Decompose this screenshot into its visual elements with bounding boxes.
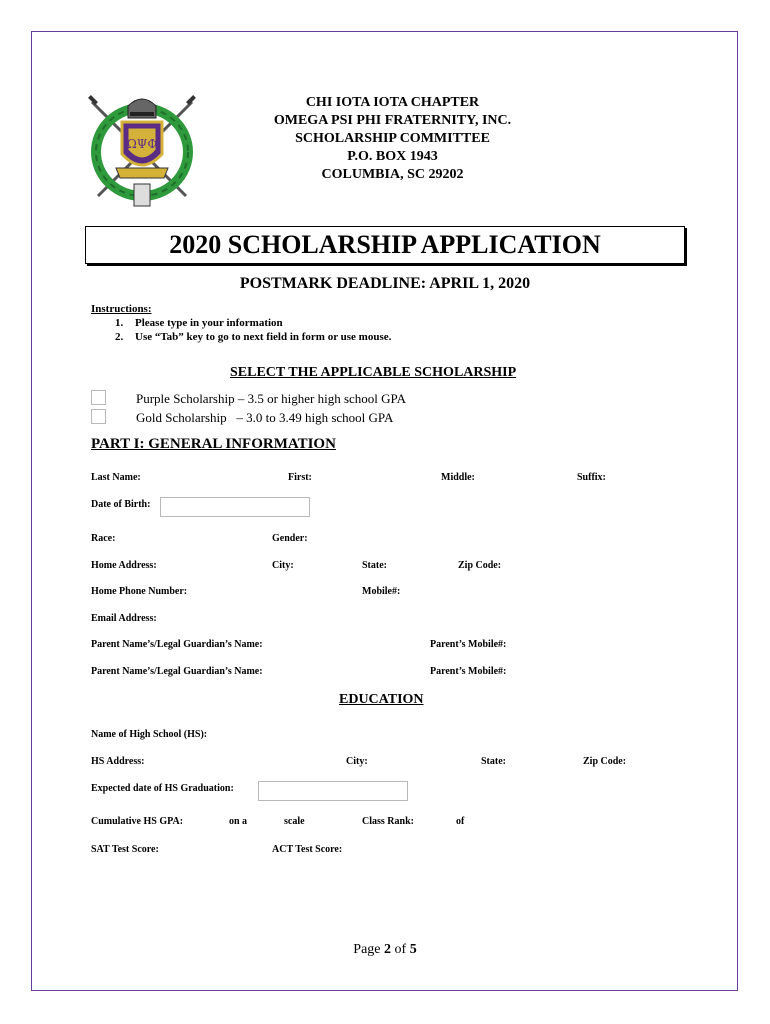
parent-mobile-label: Parent’s Mobile#: xyxy=(430,639,507,650)
parent-mobile-label: Parent’s Mobile#: xyxy=(430,666,507,677)
header-line: SCHOLARSHIP COMMITTEE xyxy=(295,131,490,146)
instruction-number: 1. xyxy=(115,317,124,329)
of-word: of xyxy=(394,942,407,957)
on-a-label: on a xyxy=(229,816,248,827)
svg-text:ΩΨΦ: ΩΨΦ xyxy=(126,137,158,151)
header-line: COLUMBIA, SC 29202 xyxy=(321,167,464,182)
state-label: State: xyxy=(362,560,387,571)
race-label: Race: xyxy=(91,533,116,544)
hs-name-label: Name of High School (HS): xyxy=(91,729,208,740)
scale-label: scale xyxy=(284,816,305,827)
grad-date-label: Expected date of HS Graduation: xyxy=(91,783,234,794)
sat-score-label: SAT Test Score: xyxy=(91,844,159,855)
dob-field[interactable] xyxy=(160,497,310,517)
application-title: 2020 SCHOLARSHIP APPLICATION xyxy=(85,226,685,264)
home-phone-label: Home Phone Number: xyxy=(91,586,188,597)
total-pages: 5 xyxy=(409,942,417,957)
parent-name-label: Parent Name’s/Legal Guardian’s Name: xyxy=(91,639,263,650)
gold-scholarship-checkbox[interactable] xyxy=(91,409,106,424)
gender-label: Gender: xyxy=(272,533,308,544)
class-rank-label: Class Rank: xyxy=(362,816,414,827)
gpa-label: Cumulative HS GPA: xyxy=(91,816,184,827)
city-label: City: xyxy=(272,560,294,571)
purple-scholarship-checkbox[interactable] xyxy=(91,390,106,405)
hs-state-label: State: xyxy=(481,756,506,767)
zip-label: Zip Code: xyxy=(458,560,502,571)
gold-scholarship-label: Gold Scholarship – 3.0 to 3.49 high school GPA xyxy=(136,410,394,425)
hs-address-label: HS Address: xyxy=(91,756,145,767)
hs-city-label: City: xyxy=(346,756,368,767)
page-word: Page xyxy=(353,942,381,957)
act-score-label: ACT Test Score: xyxy=(272,844,343,855)
part1-heading: PART I: GENERAL INFORMATION xyxy=(91,436,336,452)
dob-label: Date of Birth: xyxy=(91,499,151,510)
fraternity-crest-logo xyxy=(86,92,198,210)
organization-header xyxy=(250,94,535,184)
scholarship-heading: SELECT THE APPLICABLE SCHOLARSHIP xyxy=(230,365,517,380)
header-line: P.O. BOX 1943 xyxy=(347,149,438,164)
instruction-text: Use “Tab” key to go to next field in form or use mouse. xyxy=(135,331,392,343)
postmark-deadline: POSTMARK DEADLINE: APRIL 1, 2020 xyxy=(239,275,531,292)
email-label: Email Address: xyxy=(91,613,157,624)
first-name-label: First: xyxy=(288,472,312,483)
mobile-label: Mobile#: xyxy=(362,586,401,597)
suffix-label: Suffix: xyxy=(577,472,606,483)
last-name-label: Last Name: xyxy=(91,472,141,483)
current-page: 2 xyxy=(384,942,392,957)
instructions-heading: Instructions: xyxy=(91,303,152,315)
instruction-item xyxy=(115,331,391,343)
grad-date-field[interactable] xyxy=(258,781,408,801)
education-heading: EDUCATION xyxy=(339,692,424,707)
purple-scholarship-label: Purple Scholarship – 3.5 or higher high school GPA xyxy=(136,391,406,406)
page-number xyxy=(0,942,770,958)
header-line: CHI IOTA IOTA CHAPTER xyxy=(305,95,480,110)
home-address-label: Home Address: xyxy=(91,560,157,571)
instruction-item xyxy=(115,317,283,329)
parent-name-label: Parent Name’s/Legal Guardian’s Name: xyxy=(91,666,263,677)
instruction-text: Please type in your information xyxy=(135,317,283,329)
header-line: OMEGA PSI PHI FRATERNITY, INC. xyxy=(273,113,512,128)
instruction-number: 2. xyxy=(115,331,124,343)
middle-name-label: Middle: xyxy=(441,472,475,483)
hs-zip-label: Zip Code: xyxy=(583,756,627,767)
of-label: of xyxy=(456,816,465,827)
